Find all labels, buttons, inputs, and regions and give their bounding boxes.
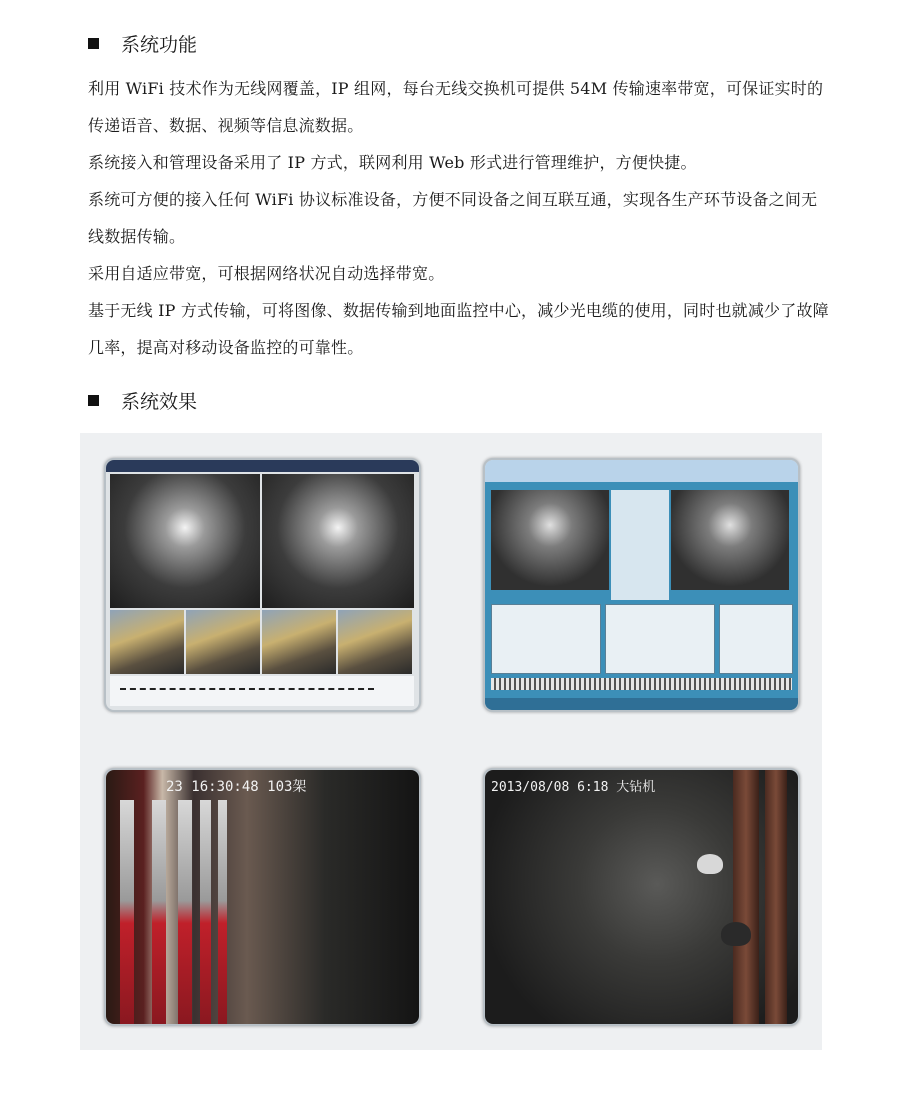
function-paragraphs	[88, 70, 833, 366]
hydraulic-prop	[200, 800, 211, 1024]
effect-photo-gallery	[80, 433, 822, 1050]
interface-control-panel	[611, 490, 669, 600]
hydraulic-prop	[152, 800, 166, 1024]
paragraph-4: 采用自适应带宽，可根据网络状况自动选择带宽。	[88, 264, 445, 283]
tunnel-camera-view	[110, 474, 260, 608]
photo-coal-face-workers	[483, 768, 800, 1026]
topology-line	[120, 688, 374, 690]
square-bullet-icon	[88, 38, 99, 49]
video-timestamp-overlay: 23 16:30:48 103架	[166, 779, 307, 795]
tunnel-camera-view	[262, 474, 414, 608]
paragraph-5: 基于无线 IP 方式传输，可将图像、数据传输到地面监控中心，减少光电缆的使用，同时也就减少了故障几率，提高对移动设备监控的可靠性。	[88, 301, 829, 357]
interface-footer	[485, 698, 798, 710]
photo-control-interface	[483, 458, 800, 712]
interface-progress-strip	[491, 678, 792, 690]
section-title-function: 系统功能	[121, 34, 198, 56]
interface-status-panel	[719, 604, 793, 674]
hydraulic-prop	[178, 800, 192, 1024]
section-title-effect: 系统效果	[121, 391, 198, 413]
conveyor-camera-view	[186, 610, 260, 674]
conveyor-camera-view	[262, 610, 336, 674]
conveyor-camera-view	[110, 610, 184, 674]
square-bullet-icon	[88, 395, 99, 406]
section-heading-effect	[88, 387, 197, 414]
paragraph-3: 系统可方便的接入任何 WiFi 协议标准设备，方便不同设备之间互联互通，实现各生产环节设备之间无线数据传输。	[88, 190, 818, 246]
photo-hydraulic-supports	[104, 768, 421, 1026]
monitor-title-bar	[106, 460, 419, 472]
paragraph-2: 系统接入和管理设备采用了 IP 方式，联网利用 Web 形式进行管理维护，方便快捷。	[88, 153, 697, 172]
interface-status-panel	[605, 604, 715, 674]
worker-helmet	[721, 922, 751, 946]
interface-title-bar	[485, 460, 798, 482]
interface-status-panel	[491, 604, 601, 674]
worker-helmet	[697, 854, 723, 874]
section-heading-function	[88, 30, 197, 57]
support-beam	[733, 770, 759, 1024]
paragraph-1: 利用 WiFi 技术作为无线网覆盖，IP 组网，每台无线交换机可提供 54M 传输速率带宽，可保证实时的传递语音、数据、视频等信息流数据。	[88, 79, 824, 135]
photo-multi-camera-monitor	[104, 458, 421, 712]
video-timestamp-overlay: 2013/08/08 6:18 大钻机	[491, 780, 656, 795]
hydraulic-prop	[120, 800, 134, 1024]
interface-video-right	[671, 490, 789, 590]
conveyor-camera-view	[338, 610, 412, 674]
support-beam	[765, 770, 787, 1024]
network-topology-strip	[110, 676, 414, 706]
interface-video-left	[491, 490, 609, 590]
hydraulic-prop	[218, 800, 227, 1024]
